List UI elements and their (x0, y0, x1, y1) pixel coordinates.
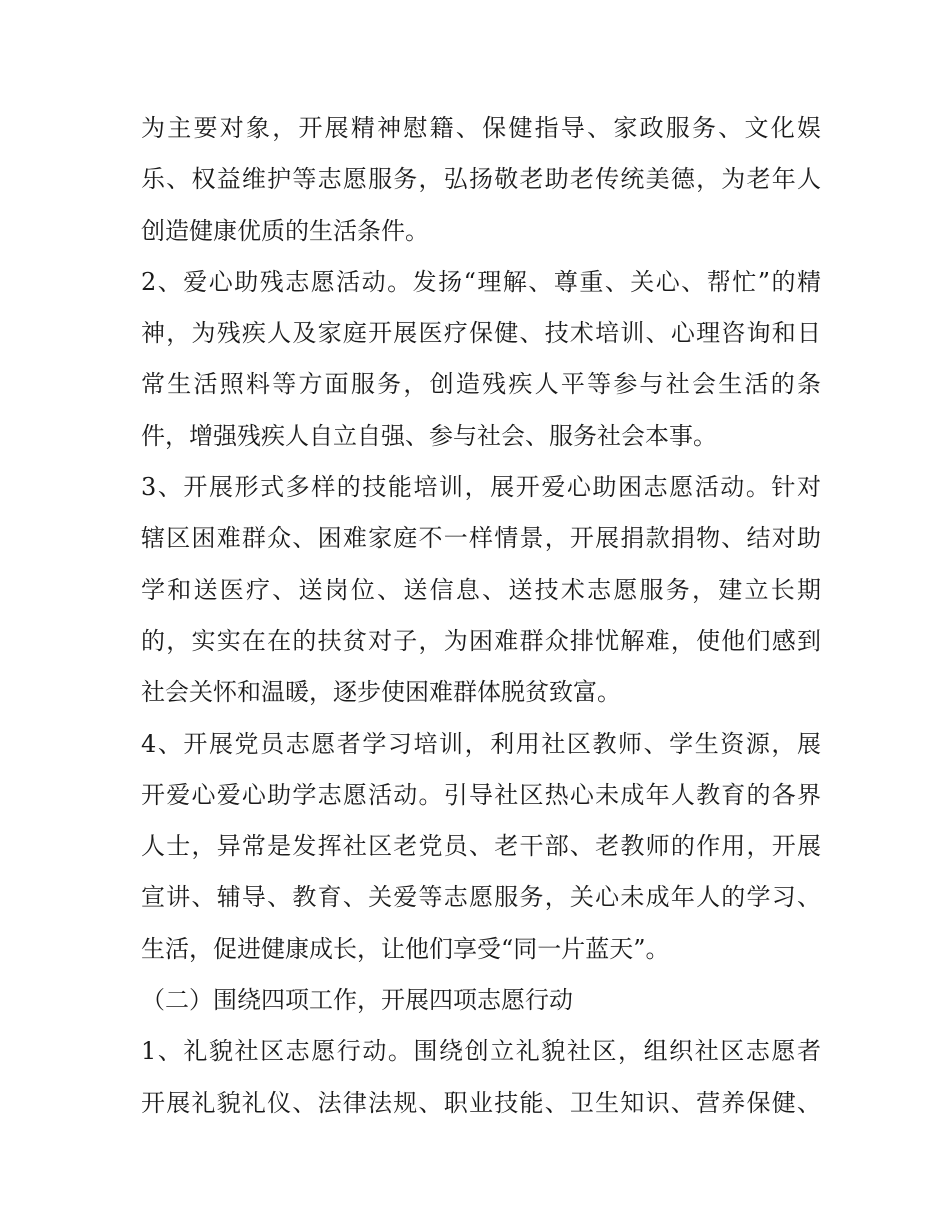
text-line: 人士，异常是发挥社区老党员、老干部、老教师的作用，开展 (141, 832, 821, 861)
text-line: 辖区困难群众、困难家庭不一样情景，开展捐款捐物、结对助 (141, 524, 821, 553)
section-heading: （二）围绕四项工作，开展四项志愿行动 (141, 986, 573, 1015)
text-line: 开展礼貌礼仪、法律法规、职业技能、卫生知识、营养保健、 (141, 1088, 821, 1117)
text-line: 生活，促进健康成长，让他们享受“同一片蓝天”。 (141, 934, 670, 963)
body-text (141, 103, 821, 1129)
text-line: 件，增强残疾人自立自强、参与社会、服务社会本事。 (141, 421, 717, 450)
text-line: 开爱心爱心助学志愿活动。引导社区热心未成年人教育的各界 (141, 780, 821, 809)
text-line: 常生活照料等方面服务，创造残疾人平等参与社会生活的条 (141, 370, 821, 399)
text-line: 宣讲、辅导、教育、关爱等志愿服务，关心未成年人的学习、 (141, 883, 821, 912)
text-line: 3、开展形式多样的技能培训，展开爱心助困志愿活动。针对 (141, 473, 821, 502)
text-line: 乐、权益维护等志愿服务，弘扬敬老助老传统美德，为老年人 (141, 165, 821, 194)
text-line: 为主要对象，开展精神慰籍、保健指导、家政服务、文化娱 (141, 114, 821, 142)
text-line: 2、爱心助残志愿活动。发扬“理解、尊重、关心、帮忙”的精 (141, 267, 821, 296)
text-line: 的，实实在在的扶贫对子，为困难群众排忧解难，使他们感到 (141, 626, 821, 655)
text-line: 学和送医疗、送岗位、送信息、送技术志愿服务，建立长期 (141, 575, 821, 604)
text-line: 1、礼貌社区志愿行动。围绕创立礼貌社区，组织社区志愿者 (141, 1037, 821, 1066)
text-line: 社会关怀和温暖，逐步使困难群体脱贫致富。 (141, 678, 621, 707)
text-line: 创造健康优质的生活条件。 (141, 216, 429, 245)
text-line: 神，为残疾人及家庭开展医疗保健、技术培训、心理咨询和日 (141, 319, 821, 348)
text-line: 4、开展党员志愿者学习培训，利用社区教师、学生资源，展 (141, 729, 821, 758)
